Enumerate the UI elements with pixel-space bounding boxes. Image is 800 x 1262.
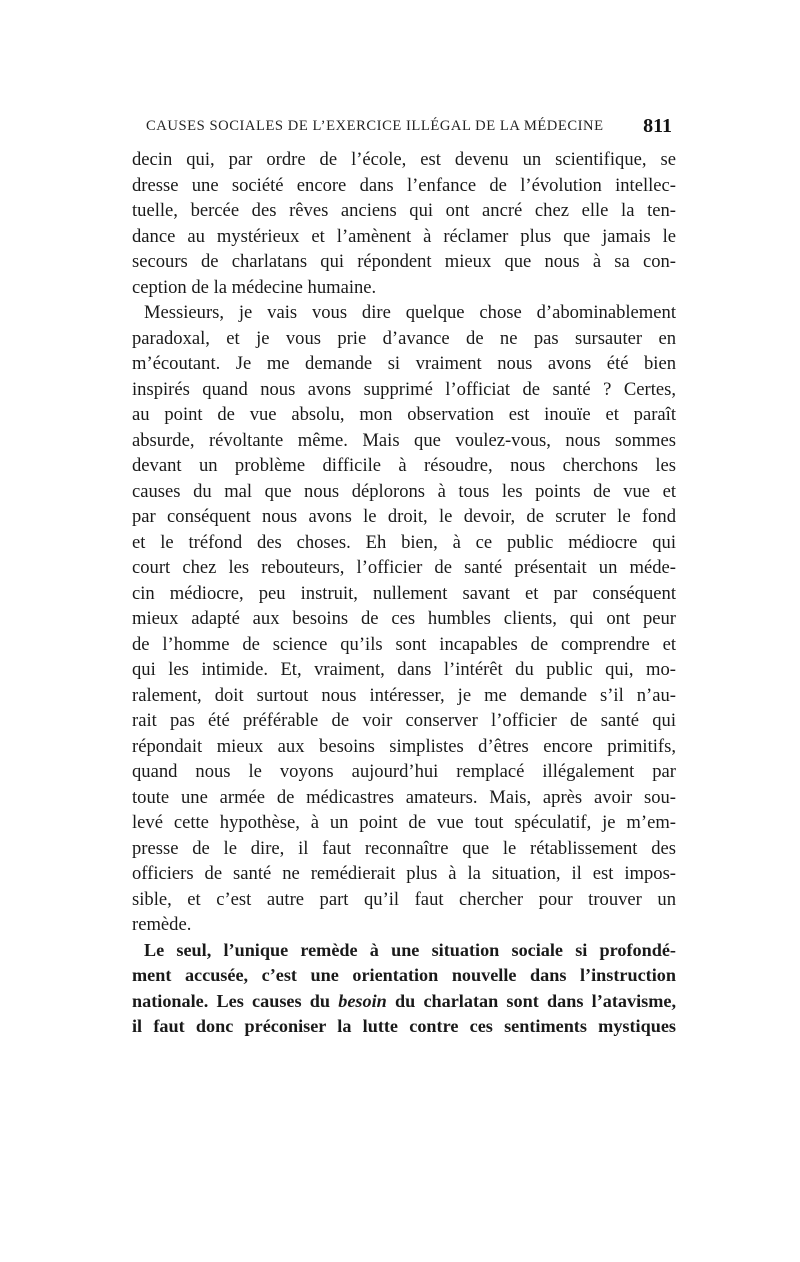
text-line: m’écoutant. Je me demande si vraiment nous avons été bien (132, 353, 676, 374)
text-line: sible, et c’est autre part qu’il faut chercher pour trouver un (132, 888, 676, 910)
running-head (132, 116, 676, 140)
text-line: ment accusée, c’est une orientation nouvelle dans l’instruction (132, 965, 676, 985)
text-line: remède. (132, 914, 192, 935)
page-number: 811 (643, 115, 672, 137)
text-line: de l’homme de science qu’ils sont incapables de comprendre et (132, 633, 676, 655)
text-line: decin qui, par ordre de l’école, est devenu un scientifique, se (132, 149, 676, 170)
text-line: dresse une société encore dans l’enfance de l’évolution intellec- (132, 174, 676, 196)
text-line: paradoxal, et je vous prie d’avance de ne pas sursauter en (132, 327, 676, 349)
text-line: dance au mystérieux et l’amènent à réclamer plus que jamais le (132, 225, 676, 247)
text-line: par conséquent nous avons le droit, le devoir, de scruter le fond (132, 506, 676, 527)
paragraph-start: Le seul, l’unique remède à une situation sociale si profondé- (144, 939, 676, 960)
text-line: tuelle, bercée des rêves anciens qui ont ancré chez elle la ten- (132, 200, 676, 221)
body-text (132, 147, 676, 1040)
text-line: ralement, doit surtout nous intéresser, je me demande s’il n’au- (132, 684, 676, 706)
text-line: causes du mal que nous déplorons à tous les points de vue et (132, 480, 676, 502)
text-line: presse de le dire, il faut reconnaître que le rétablissement des (132, 837, 676, 859)
text-line: et le tréfond des choses. Eh bien, à ce public médiocre qui (132, 531, 676, 553)
text-line: secours de charlatans qui répondent mieux que nous à sa con- (132, 251, 676, 272)
text-line: quand nous le voyons aujourd’hui remplacé illégalement par (132, 761, 676, 782)
text-line: rait pas été préférable de voir conserver l’officier de santé qui (132, 710, 676, 731)
text-line: ception de la médecine humaine. (132, 276, 377, 298)
text-line: nationale. Les causes du besoin du charlatan sont dans l’atavisme, (132, 990, 676, 1011)
text-line: qui les intimide. Et, vraiment, dans l’intérêt du public qui, mo- (132, 659, 676, 680)
paragraph-start: Messieurs, je vais vous dire quelque chose d’abominablement (144, 302, 676, 323)
text-line: cin médiocre, peu instruit, nullement savant et par conséquent (132, 582, 676, 604)
running-title: CAUSES SOCIALES DE L’EXERCICE ILLÉGAL DE LA MÉDECINE (146, 118, 604, 134)
text-line: il faut donc préconiser la lutte contre ces sentiments mystiques (132, 1016, 676, 1036)
text-line: répondait mieux aux besoins simplistes d’êtres encore primitifs, (132, 735, 676, 757)
text-line: inspirés quand nous avons supprimé l’officiat de santé ? Certes, (132, 378, 676, 400)
text-line: court chez les rebouteurs, l’officier de santé présentait un méde- (132, 557, 676, 578)
text-line: toute une armée de médicastres amateurs. Mais, après avoir sou- (132, 786, 676, 808)
text-line: officiers de santé ne remédierait plus à la situation, il est impos- (132, 863, 676, 884)
text-line: au point de vue absolu, mon observation est inouïe et paraît (132, 404, 676, 425)
text-line: devant un problème difficile à résoudre, nous cherchons les (132, 455, 676, 476)
text-line: mieux adapté aux besoins de ces humbles clients, qui ont peur (132, 608, 676, 629)
text-line: absurde, révoltante même. Mais que voulez-vous, nous sommes (132, 429, 676, 451)
text-line: levé cette hypothèse, à un point de vue tout spéculatif, je m’em- (132, 812, 676, 833)
emphasized-word: besoin (338, 990, 387, 1011)
